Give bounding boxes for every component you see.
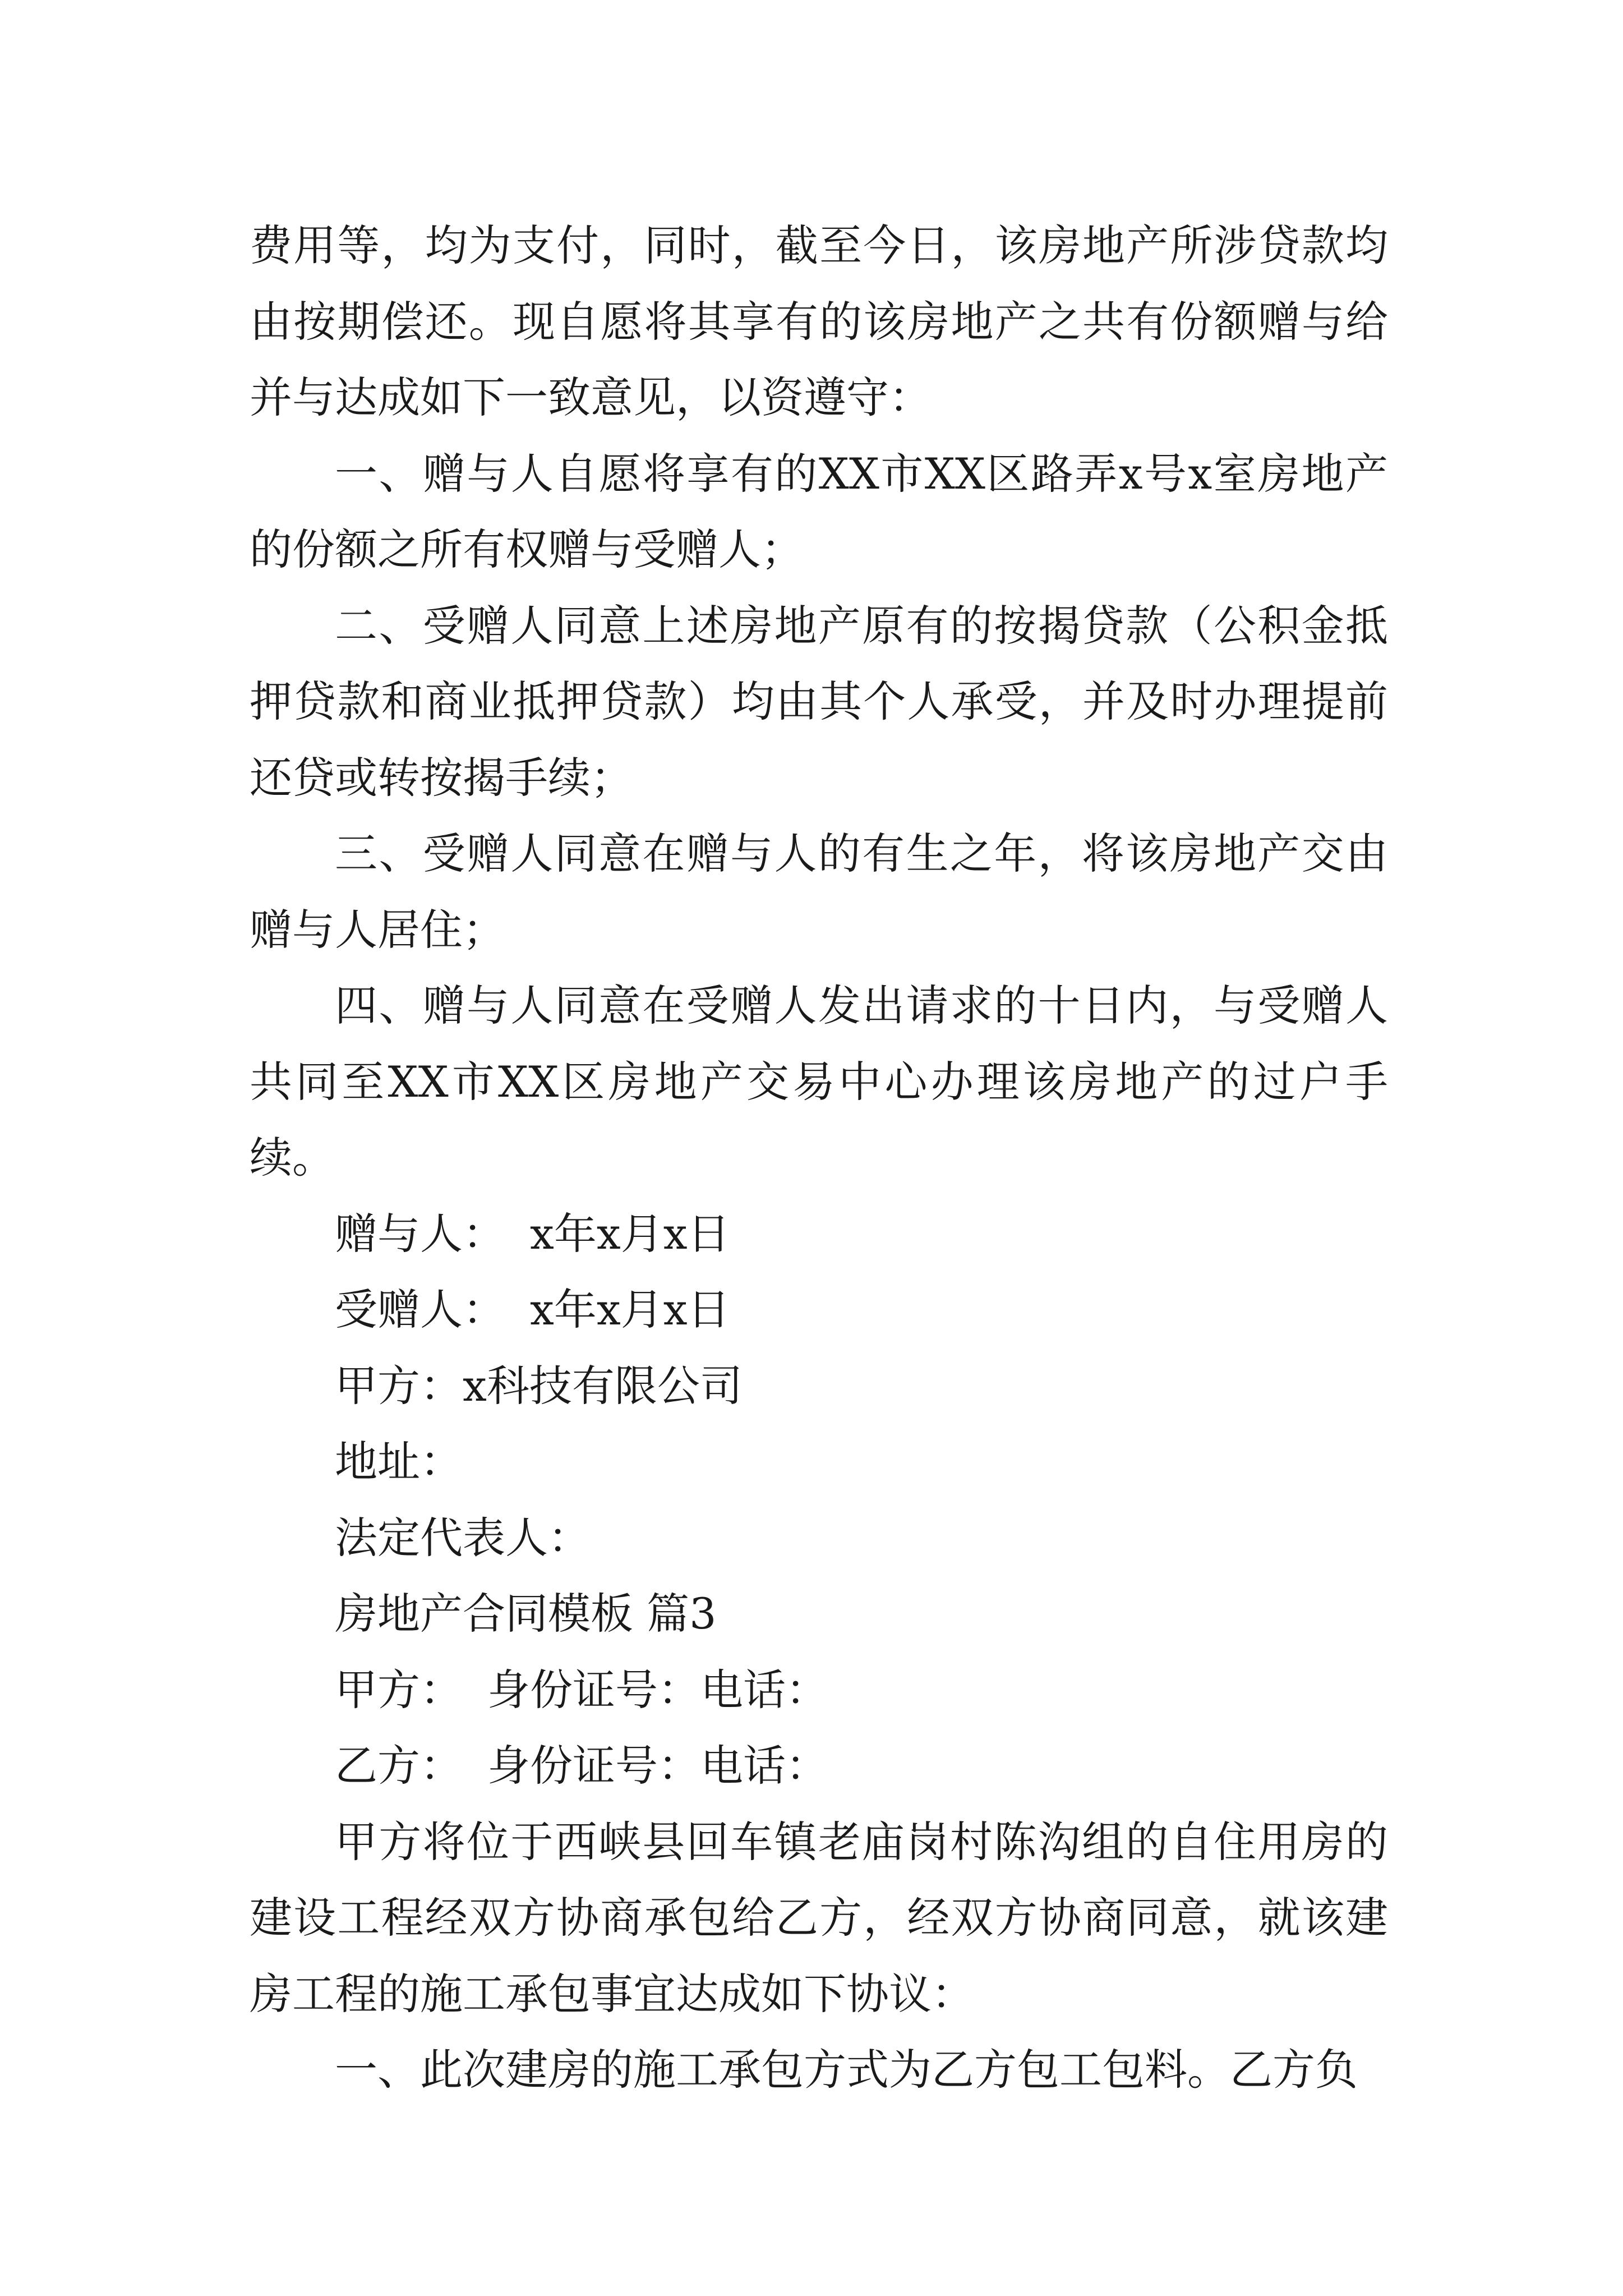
party-a-id-phone: 身份证号：电话：: [487, 1664, 828, 1715]
paragraph-clause-3: 三、受赠人同意在赠与人的有生之年，将该房地产交由赠与人居住；: [250, 829, 1388, 955]
document-body: [250, 208, 1388, 2108]
paragraph-clause-4: 四、赠与人同意在受赠人发出请求的十日内，与受赠人共同至XX市XX区房地产交易中心办理该房地产的过户手续。: [250, 981, 1388, 1182]
paragraph-intro: 费用等，均为支付，同时，截至今日，该房地产所涉贷款均由按期偿还。现自愿将其享有的该房地产之共有份额赠与给并与达成如下一致意见，以资遵守：: [250, 220, 1388, 422]
donee-date: x年x月x日: [530, 1285, 730, 1335]
section-heading: 房地产合同模板 篇3: [335, 1589, 717, 1639]
party-b-label: 乙方：: [335, 1741, 463, 1791]
paragraph-agreement-clause-1: 一、此次建房的施工承包方式为乙方包工包料。乙方负: [335, 2045, 1358, 2095]
legal-rep-label: 法定代表人：: [335, 1512, 591, 1563]
party-a-company: 甲方：x科技有限公司: [335, 1360, 743, 1411]
paragraph-agreement-intro: 甲方将位于西峡县回车镇老庙岗村陈沟组的自住用房的建设工程经双方协商承包给乙方，经双方协商同意，就该建房工程的施工承包事宜达成如下协议：: [250, 1816, 1388, 2019]
party-a-label: 甲方：: [335, 1664, 463, 1715]
paragraph-clause-2: 二、受赠人同意上述房地产原有的按揭贷款（公积金抵押贷款和商业抵押贷款）均由其个人承受，并及时办理提前还贷或转按揭手续；: [250, 600, 1388, 803]
signature-line-donor: [250, 1196, 1388, 1272]
party-b-line: [250, 1728, 1388, 1804]
paragraph-clause-1: 一、赠与人自愿将享有的XX市XX区路弄x号x室房地产的份额之所有权赠与受赠人；: [250, 448, 1388, 574]
donee-label: 受赠人：: [335, 1285, 505, 1335]
party-b-id-phone: 身份证号：电话：: [487, 1741, 828, 1791]
address-label: 地址：: [335, 1437, 463, 1487]
party-a-line: [250, 1652, 1388, 1728]
donor-date: x年x月x日: [530, 1208, 730, 1259]
donor-label: 赠与人：: [335, 1208, 505, 1259]
signature-line-donee: [250, 1272, 1388, 1348]
